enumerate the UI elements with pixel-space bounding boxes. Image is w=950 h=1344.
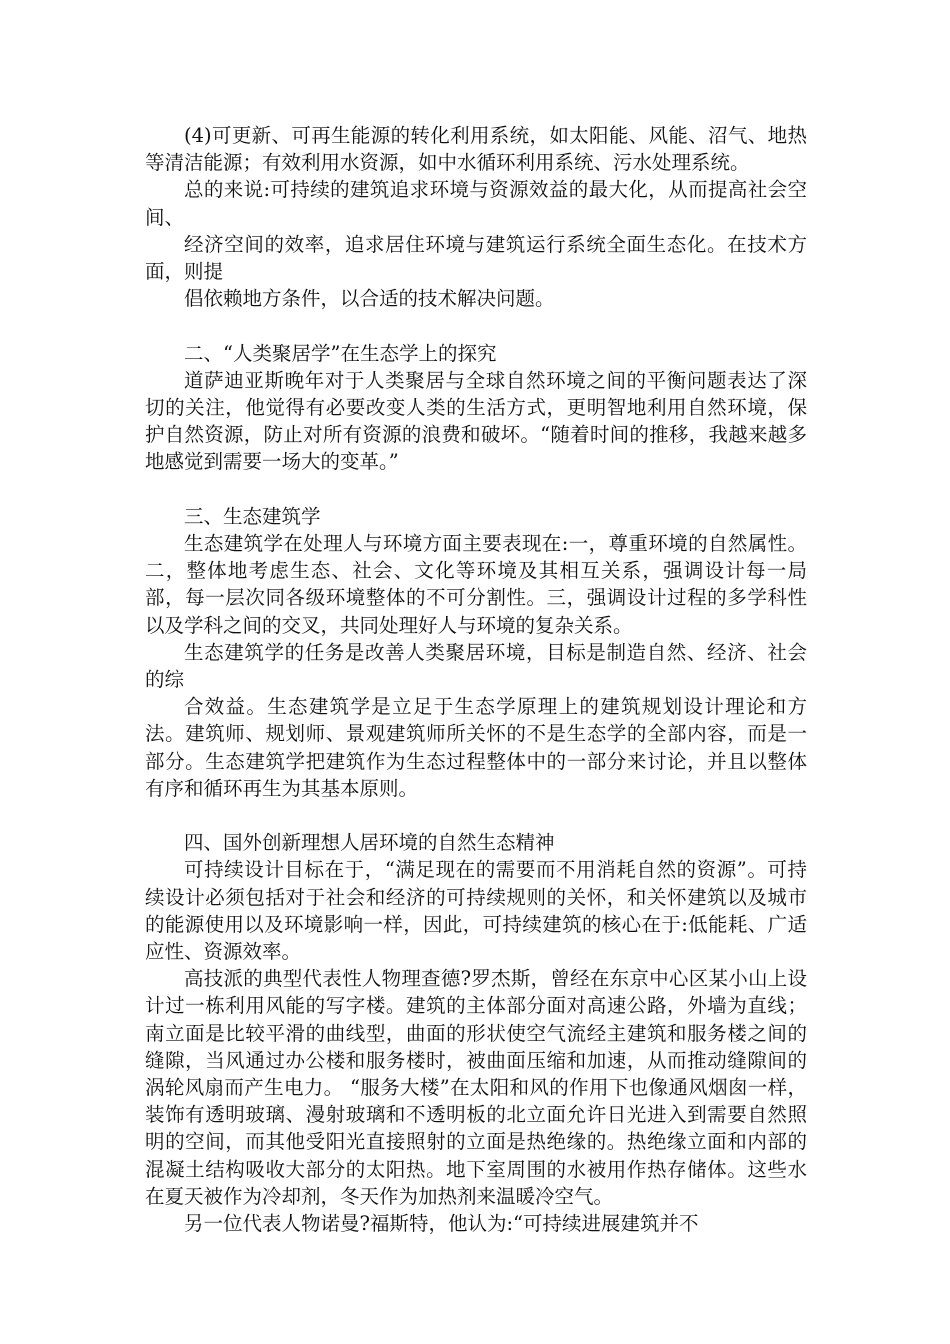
paragraph-eco-principles: 生态建筑学在处理人与环境方面主要表现在:一，尊重环境的自然属性。二，整体地考虑生态、社会、文化等环境及其相互关系，强调设计每一局部，每一层次同各级环境整体的不可分割性。三，强调设计过程的多学科性以及学科之间的交叉，共同处理好人与环境的复杂关系。 bbox=[145, 532, 807, 637]
paragraph-richard-rogers: 高技派的典型代表性人物理查德?罗杰斯，曾经在东京中心区某小山上设计过一栋利用风能的写字楼。建筑的主体部分面对高速公路，外墙为直线；南立面是比较平滑的曲线型，曲面的形状使空气流经主建筑和服务楼之间的缝隙，当风通过办公楼和服务楼时，被曲面压缩和加速，从而推动缝隙间的涡轮风扇而产生电力。 “服务大楼”在太阳和风的作用下也像通风烟囱一样，装饰有透明玻璃、漫射玻璃和不透明板的北立面允许日光进入到需要自然照明的空间，而其他受阳光直接照射的立面是热绝缘的。热绝缘立面和内部的混凝土结构吸收大部分的太阳热。地下室周围的水被用作热存储体。这些水在夏天被作为冷却剂，冬天作为加热剂来温暖冷空气。 bbox=[145, 967, 807, 1208]
paragraph-norman-foster: 另一位代表人物诺曼?福斯特，他认为:“可持续进展建筑并不 bbox=[184, 1212, 699, 1236]
paragraph-sustainable-design: 可持续设计目标在于，“满足现在的需要而不用消耗自然的资源”。可持续设计必须包括对于社会和经济的可持续规则的关怀，和关怀建筑以及城市的能源使用以及环境影响一样，因此，可持续建筑的核心在于:低能耗、广适应性、资源效率。 bbox=[145, 858, 807, 964]
paragraph-summary-3: 倡依赖地方条件，以合适的技术解决问题。 bbox=[184, 287, 555, 311]
paragraph-doxiadis: 道萨迪亚斯晚年对于人类聚居与全球自然环境之间的平衡问题表达了深切的关注，他觉得有必要改变人类的生活方式，更明智地利用自然环境，保护自然资源，防止对所有资源的浪费和破坏。“随着时间的推移，我越来越多地感觉到需要一场大的变革。” bbox=[145, 368, 807, 474]
section-heading-ekistics: 二、“人类聚居学”在生态学上的探究 bbox=[184, 341, 497, 365]
section-heading-eco-architecture: 三、生态建筑学 bbox=[184, 504, 321, 528]
paragraph-renewable-energy: (4)可更新、可再生能源的转化利用系统，如太阳能、风能、沼气、地热等清洁能源；有效利用水资源，如中水循环利用系统、污水处理系统。 bbox=[145, 124, 807, 175]
paragraph-summary-2: 经济空间的效率，追求居住环境与建筑运行系统全面生态化。在技术方面，则提 bbox=[145, 232, 807, 284]
paragraph-eco-task: 生态建筑学的任务是改善人类聚居环境，目标是制造自然、经济、社会的综 bbox=[145, 640, 807, 692]
paragraph-eco-benefits: 合效益。生态建筑学是立足于生态学原理上的建筑规划设计理论和方法。建筑师、规划师、景观建筑师所关怀的不是生态学的全部内容，而是一部分。生态建筑学把建筑作为生态过程整体中的一部分来讨论，并且以整体有序和循环再生为其基本原则。 bbox=[145, 695, 807, 800]
paragraph-summary-1: 总的来说:可持续的建筑追求环境与资源效益的最大化，从而提高社会空间、 bbox=[145, 178, 807, 229]
section-heading-foreign-innovation: 四、国外创新理想人居环境的自然生态精神 bbox=[184, 831, 555, 855]
document-page bbox=[145, 122, 807, 1237]
